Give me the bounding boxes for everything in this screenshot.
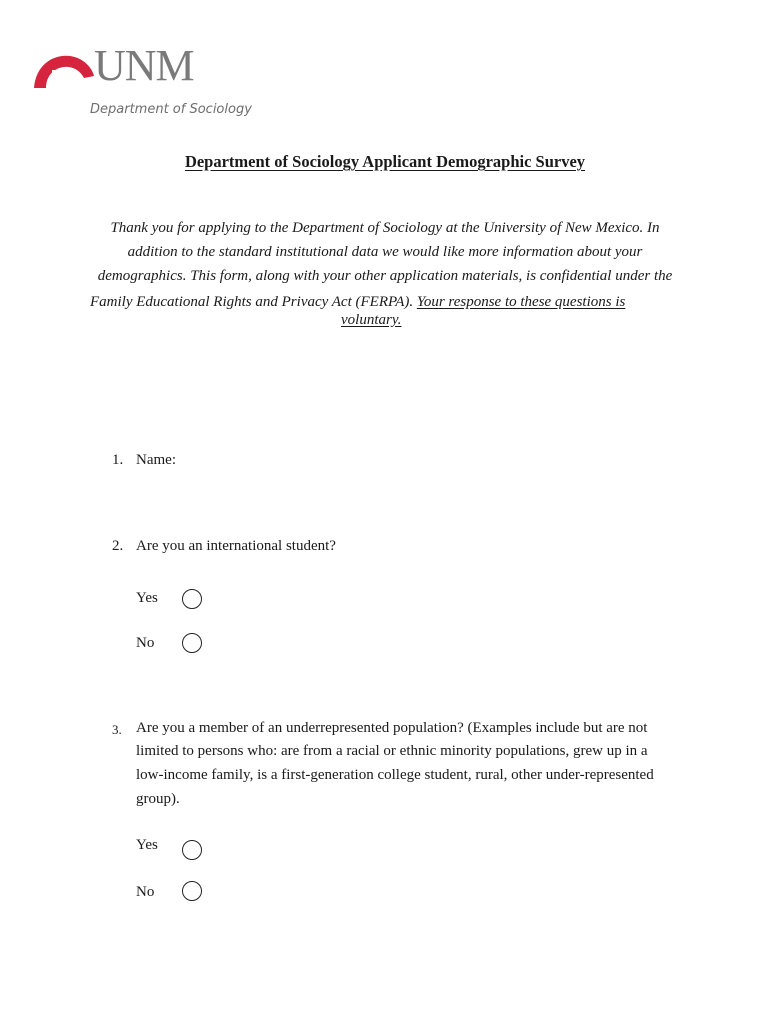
question-3-line-4: group). [136, 791, 180, 807]
intro-voluntary-notice: Your response to these questions is [416, 294, 626, 310]
question-3-option-yes-label: Yes [136, 837, 158, 853]
question-1-number: 1. [112, 452, 124, 468]
question-2-option-yes-label: Yes [136, 590, 158, 606]
question-3-line-2: limited to persons who: are from a racial or ethnic minority populations, grew up in a [136, 743, 648, 759]
department-label: Department of Sociology [90, 102, 252, 117]
question-2-text: Are you an international student? [136, 538, 336, 554]
question-1-text: Name: [136, 452, 176, 468]
intro-ferpa-text: Family Educational Rights and Privacy Act (FERPA). [90, 294, 417, 310]
intro-line-3: demographics. This form, along with your other application materials, is confidential under the [97, 268, 673, 284]
intro-line-5: voluntary. [341, 312, 402, 328]
intro-line-4 [90, 294, 625, 311]
question-3-no-radio[interactable] [182, 881, 202, 901]
question-3-number: 3. [112, 722, 122, 737]
page-title: Department of Sociology Applicant Demographic Survey [184, 152, 586, 171]
question-3-option-no-label: No [136, 884, 155, 900]
question-2-option-no-label: No [136, 635, 155, 651]
question-3-line-3: low-income family, is a first-generation college student, rural, other under-represented [136, 767, 654, 783]
unm-logo-mark-icon [32, 50, 96, 90]
intro-line-2: addition to the standard institutional data we would like more information about your [127, 244, 643, 260]
logo-wordmark: UNM [94, 41, 194, 90]
question-2-no-radio[interactable] [182, 633, 202, 653]
question-3-yes-radio[interactable] [182, 840, 202, 860]
question-3-line-1: Are you a member of an underrepresented population? (Examples include but are not [136, 720, 648, 736]
question-2-number: 2. [112, 538, 124, 554]
unm-logo [32, 41, 252, 120]
question-2-yes-radio[interactable] [182, 589, 202, 609]
intro-line-1: Thank you for applying to the Department of Sociology at the University of New Mexico. In [110, 220, 660, 236]
